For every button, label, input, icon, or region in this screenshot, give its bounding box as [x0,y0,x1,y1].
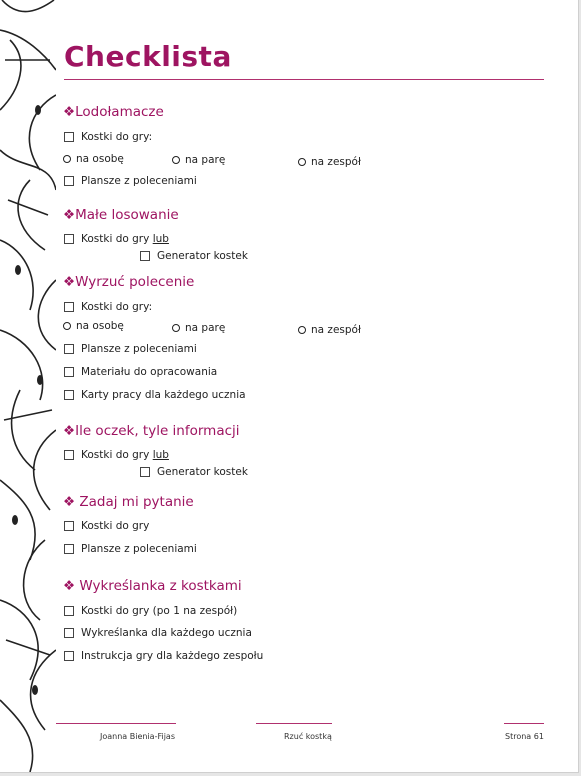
footer-page-number: Strona 61 [505,732,544,741]
option-na-pare[interactable]: na parę [172,154,225,166]
footer-divider [56,723,176,724]
section-title-male-losowanie: ❖Małe losowanie [63,207,179,223]
checkbox[interactable] [140,467,150,477]
option-na-osobe[interactable]: na osobę [63,153,124,165]
checkbox[interactable] [64,302,74,312]
title-divider [64,79,544,80]
checklist-item[interactable]: Generator kostek [140,466,248,478]
page-title: Checklista [64,40,232,73]
radio-circle[interactable] [298,326,306,334]
checklist-item[interactable]: Plansze z poleceniami [64,543,197,555]
checklist-item[interactable]: Plansze z poleceniami [64,175,197,187]
checkbox[interactable] [64,521,74,531]
option-na-zespol[interactable]: na zespół [298,324,361,336]
checkbox[interactable] [64,651,74,661]
section-title-lodolamacze: ❖Lodołamacze [63,104,164,120]
checklist-item[interactable]: Instrukcja gry dla każdego zespołu [64,650,263,662]
checklist-item[interactable]: Kostki do gry: [64,301,152,313]
checkbox[interactable] [64,450,74,460]
checkbox[interactable] [64,606,74,616]
footer-divider [256,723,332,724]
checkbox[interactable] [64,176,74,186]
checkbox[interactable] [64,390,74,400]
leaf-border-decoration [0,0,56,772]
radio-circle[interactable] [63,155,71,163]
checkbox[interactable] [140,251,150,261]
footer-center: Rzuć kostką [284,732,332,741]
checklist-item[interactable]: Generator kostek [140,250,248,262]
radio-circle[interactable] [172,156,180,164]
checkbox[interactable] [64,132,74,142]
checkbox[interactable] [64,544,74,554]
section-title-ile-oczek: ❖Ile oczek, tyle informacji [63,423,240,439]
checklist-item[interactable]: Wykreślanka dla każdego ucznia [64,627,252,639]
footer-author: Joanna Bienia-Fijas [100,732,175,741]
checkbox[interactable] [64,628,74,638]
section-title-zadaj-mi-pytanie: ❖ Zadaj mi pytanie [63,494,194,510]
checklist-item[interactable]: Karty pracy dla każdego ucznia [64,389,246,401]
checklist-item[interactable]: Kostki do gry lub [64,449,169,461]
radio-circle[interactable] [172,324,180,332]
checklist-item[interactable]: Plansze z poleceniami [64,343,197,355]
checkbox[interactable] [64,234,74,244]
radio-circle[interactable] [298,158,306,166]
checklist-item[interactable]: Kostki do gry lub [64,233,169,245]
checklist-item[interactable]: Kostki do gry: [64,131,152,143]
radio-circle[interactable] [63,322,71,330]
checklist-item[interactable]: Kostki do gry (po 1 na zespół) [64,605,237,617]
option-na-pare[interactable]: na parę [172,322,225,334]
checkbox[interactable] [64,344,74,354]
option-na-zespol[interactable]: na zespół [298,156,361,168]
section-title-wyrzuc-polecenie: ❖Wyrzuć polecenie [63,274,195,290]
checkbox[interactable] [64,367,74,377]
option-na-osobe[interactable]: na osobę [63,320,124,332]
footer-divider [504,723,544,724]
section-title-wykreslanka: ❖ Wykreślanka z kostkami [63,578,242,594]
checklist-item[interactable]: Materiału do opracowania [64,366,217,378]
checklist-item[interactable]: Kostki do gry [64,520,149,532]
